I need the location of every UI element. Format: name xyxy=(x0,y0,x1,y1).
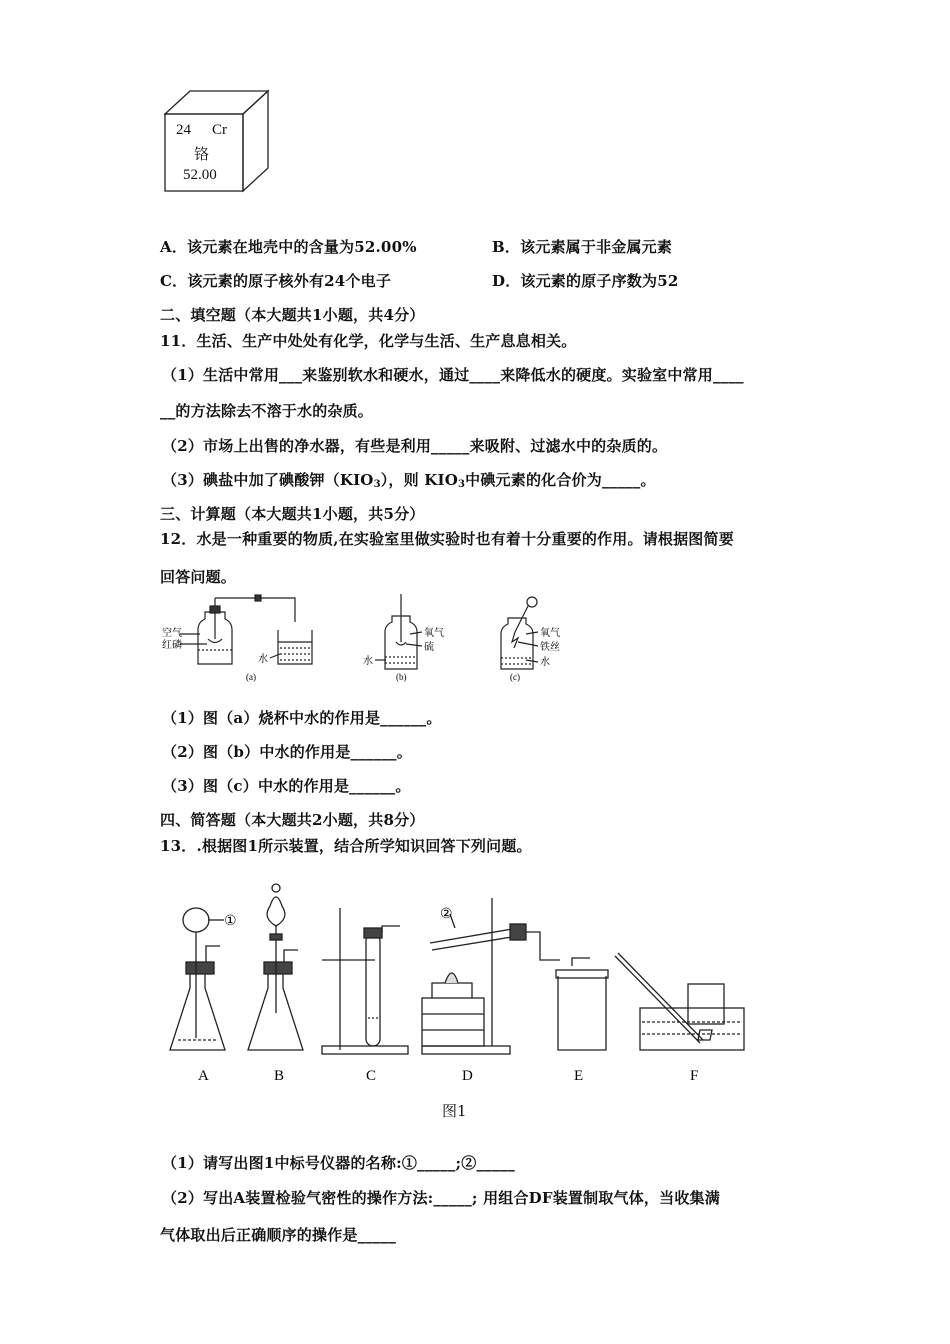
q11-part3-sub2: 3 xyxy=(457,479,466,490)
element-card-figure xyxy=(160,88,275,198)
option-c: C．该元素的原子核外有24个电子 xyxy=(160,272,392,290)
section-4-heading: 四、简答题（本大题共2小题，共8分） xyxy=(160,811,425,829)
q12-stem-line2: 回答问题。 xyxy=(160,568,237,586)
q11-part2: （2）市场上出售的净水器，有些是利用_____来吸附、过滤水中的杂质的。 xyxy=(162,437,668,455)
q12-fig-label-c-water: 水 xyxy=(540,657,550,668)
q11-part1-line2: __的方法除去不溶于水的杂质。 xyxy=(160,402,374,420)
q12-fig-label-air: 空气 xyxy=(162,628,182,639)
q12-stem-line1: 12．水是一种重要的物质,在实验室里做实验时也有着十分重要的作用。请根据图简要 xyxy=(160,530,734,548)
q13-apparatus-figure xyxy=(160,878,760,1088)
apparatus-label-f: F xyxy=(690,1068,699,1084)
q12-fig-label-b-water: 水 xyxy=(363,656,373,667)
element-symbol: Cr xyxy=(212,122,227,138)
q12-part1: （1）图（a）烧杯中水的作用是______。 xyxy=(162,709,442,727)
element-mass: 52.00 xyxy=(183,167,217,183)
q13-stem: 13．.根据图1所示装置，结合所学知识回答下列问题。 xyxy=(160,837,532,855)
q11-stem: 11．生活、生产中处处有化学，化学与生活、生产息息相关。 xyxy=(160,332,577,350)
option-d: D．该元素的原子序数为52 xyxy=(492,272,679,290)
apparatus-label-c: C xyxy=(366,1068,377,1084)
apparatus-label-d: D xyxy=(462,1068,473,1084)
q12-part3: （3）图（c）中水的作用是______。 xyxy=(162,777,411,795)
q12-part2: （2）图（b）中水的作用是______。 xyxy=(162,743,412,761)
circled-mark-1: ① xyxy=(224,914,237,929)
element-number: 24 xyxy=(176,122,191,138)
q12-fig-label-b-o2: 氧气 xyxy=(424,628,444,639)
q12-fig-label-p: 红磷 xyxy=(162,640,182,651)
q11-part1-line1: （1）生活中常用___来鉴别软水和硬水，通过____来降低水的硬度。实验室中常用____ xyxy=(162,366,744,384)
apparatus-label-b: B xyxy=(274,1068,285,1084)
q13-part2-line1: （2）写出A装置检验气密性的操作方法:_____; 用组合DF装置制取气体，当收集满 xyxy=(162,1189,720,1207)
q11-part3-post: 中碘元素的化合价为_____。 xyxy=(465,471,656,489)
q11-part3-mid: ），则 KIO xyxy=(380,471,458,489)
element-name: 铬 xyxy=(194,147,210,163)
q12-fig-caption-c: (c) xyxy=(510,672,520,682)
circled-mark-2: ② xyxy=(440,907,453,922)
q13-part2-line2: 气体取出后正确顺序的操作是_____ xyxy=(160,1226,397,1244)
apparatus-label-e: E xyxy=(574,1068,584,1084)
q12-fig-label-c-o2: 氧气 xyxy=(540,628,560,639)
q11-part3-pre: （3）碘盐中加了碘酸钾（KIO xyxy=(162,471,374,489)
q12-fig-label-s: 硫 xyxy=(424,642,434,653)
q12-fig-caption-a: (a) xyxy=(246,672,256,682)
section-2-heading: 二、填空题（本大题共1小题，共4分） xyxy=(160,306,425,324)
q12-fig-label-fe: 铁丝 xyxy=(540,642,560,653)
q12-fig-caption-b: (b) xyxy=(396,672,407,682)
q12-figure xyxy=(160,594,580,686)
q11-part3 xyxy=(162,469,656,490)
q11-part3-sub: 3 xyxy=(373,479,381,490)
option-b: B．该元素属于非金属元素 xyxy=(492,238,673,256)
figure-caption: 图1 xyxy=(442,1102,467,1120)
option-a: A．该元素在地壳中的含量为52.00% xyxy=(160,238,417,256)
section-3-heading: 三、计算题（本大题共1小题，共5分） xyxy=(160,505,425,523)
apparatus-label-a: A xyxy=(198,1068,209,1084)
q13-part1: （1）请写出图1中标号仪器的名称:①_____;②_____ xyxy=(162,1154,515,1172)
q12-fig-label-a-water: 水 xyxy=(258,654,268,665)
